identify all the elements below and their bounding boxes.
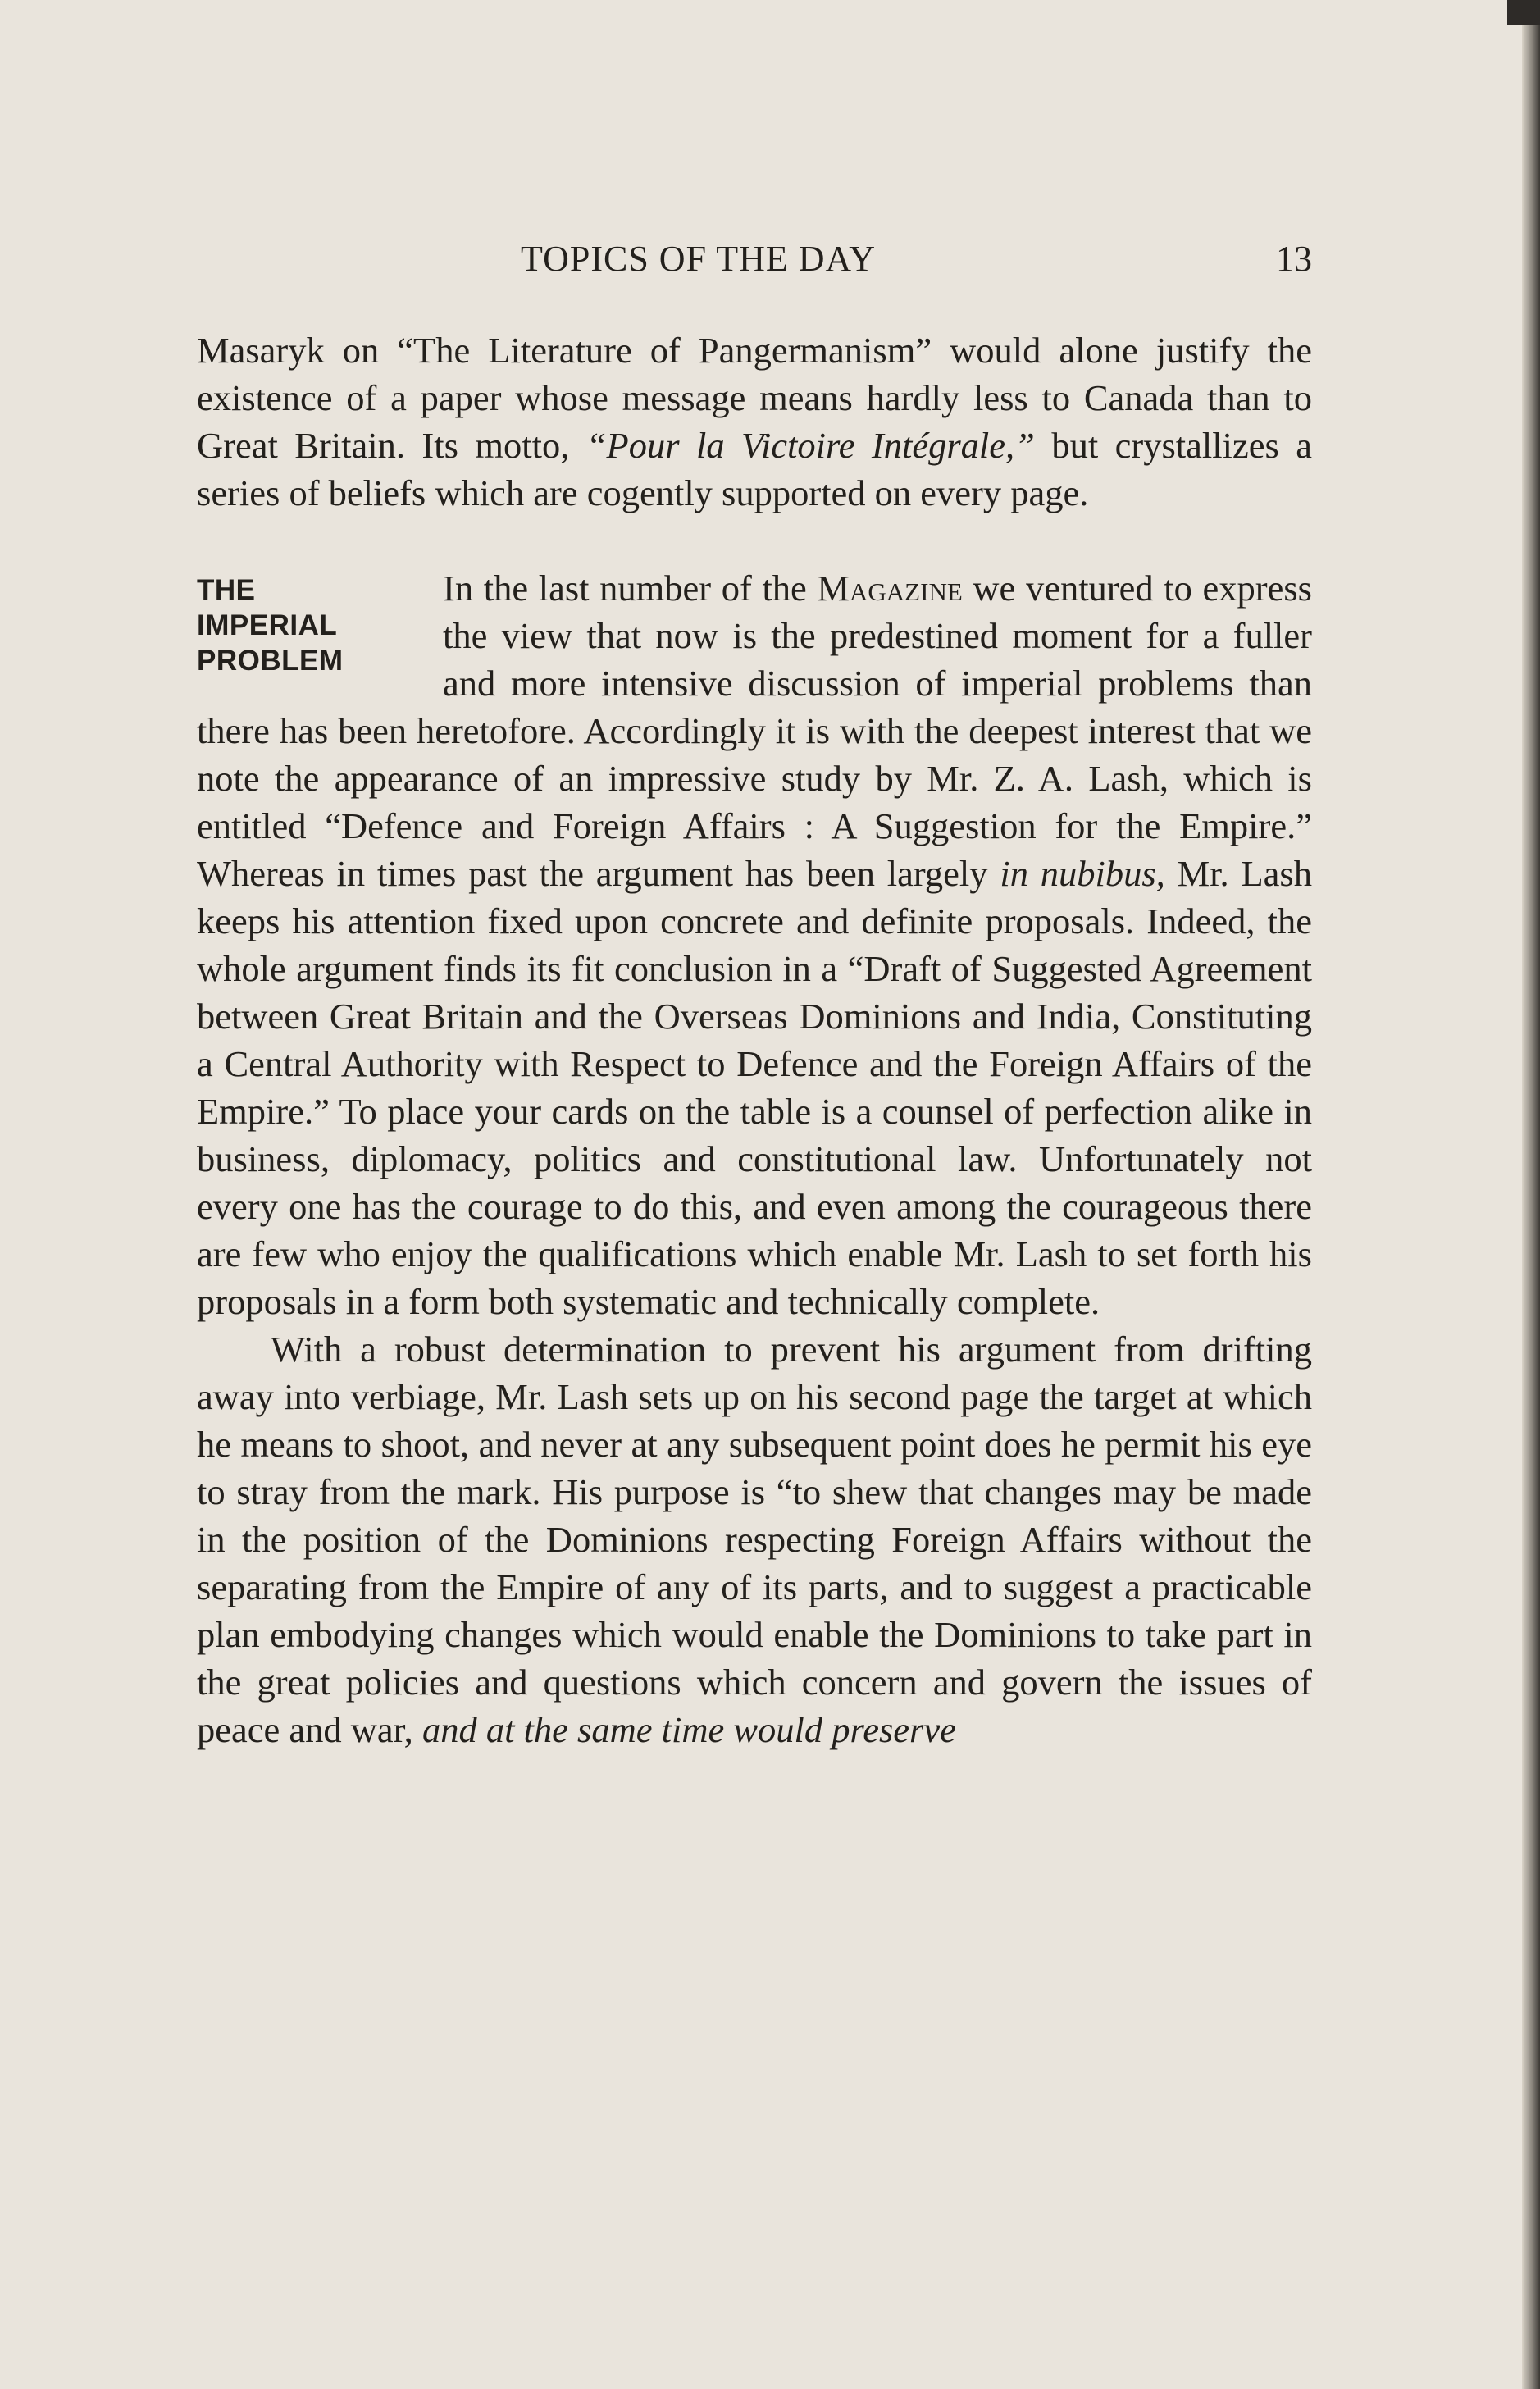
paragraph-text: With a robust determination to prevent his argument from drifting away into verbiage, Mr. Lash sets up on his second page the target at which he means to shoot, and never at any subsequent point does he permit his eye to stray from the mark. His purpose is “to shew that changes may be made in the position of the Dominions respecting Foreign Affairs without the separating from the Empire of any of its parts, and to suggest a practicable plan embodying changes which would enable the Dominions to take part in the great policies and questions which concern and govern the issues of peace and war, — [197, 1329, 1312, 1750]
section-paragraph-2 — [197, 1325, 1312, 1753]
side-heading — [197, 572, 443, 678]
paragraph-text: we ventured to express the view that now is the predestined moment for a fuller and more intensive discussion of imperial problems than there has been heretofore. Accordingly it is with the deepest interest that we note the appearance of an impressive study by Mr. Z. A. Lash, which is entitled “Defence and Foreign Affairs : A Suggestion for the Empire.” Whereas in times past the argument has been largely — [197, 568, 1312, 894]
paragraph-text: In the last number of the — [443, 568, 818, 609]
side-heading-line: THE — [197, 574, 256, 606]
magazine-small-caps: Magazine — [817, 568, 963, 609]
side-heading-line: PROBLEM — [197, 645, 344, 677]
quote-italic: and at the same time would preserve — [421, 1709, 956, 1750]
intro-paragraph — [197, 326, 1312, 517]
running-head — [197, 238, 1312, 287]
intro-text-2: but crystallizes a series of beliefs which are cogently supported on every page. — [197, 425, 1312, 513]
side-heading-line: IMPERIAL — [197, 609, 338, 641]
section-paragraph-1 — [197, 564, 1312, 1325]
body-text — [197, 326, 1312, 1753]
intro-text-1: Masaryk on “The Literature of Pangermanism” would alone justify the existence of a paper whose message means hardly less to Canada than to Great Britain. Its motto, — [197, 330, 1312, 466]
motto-italic: “Pour la Victoire Intégrale,” — [585, 425, 1035, 466]
paragraph-text: Mr. Lash keeps his attention fixed upon concrete and definite proposals. Indeed, the whole argument finds its fit conclusion in a “Draft of Suggested Agreement between Great Britain and the Overseas Dominions and India, Constituting a Central Authority with Respect to Defence and the Foreign Affairs of the Empire.” To place your cards on the table is a counsel of perfection alike in business, diplomacy, politics and constitutional law. Unfortunately not every one has the courage to do this, and even among the courageous there are few who enjoy the qualifications which enable Mr. Lash to set forth his proposals in a form both systematic and technically complete. — [197, 853, 1312, 1322]
page-edge — [1522, 0, 1540, 2389]
page-number: 13 — [1276, 239, 1312, 279]
latin-italic: in nubibus, — [1000, 853, 1165, 894]
running-title: TOPICS OF THE DAY — [521, 239, 877, 279]
page-edge-shadow — [1507, 0, 1540, 25]
